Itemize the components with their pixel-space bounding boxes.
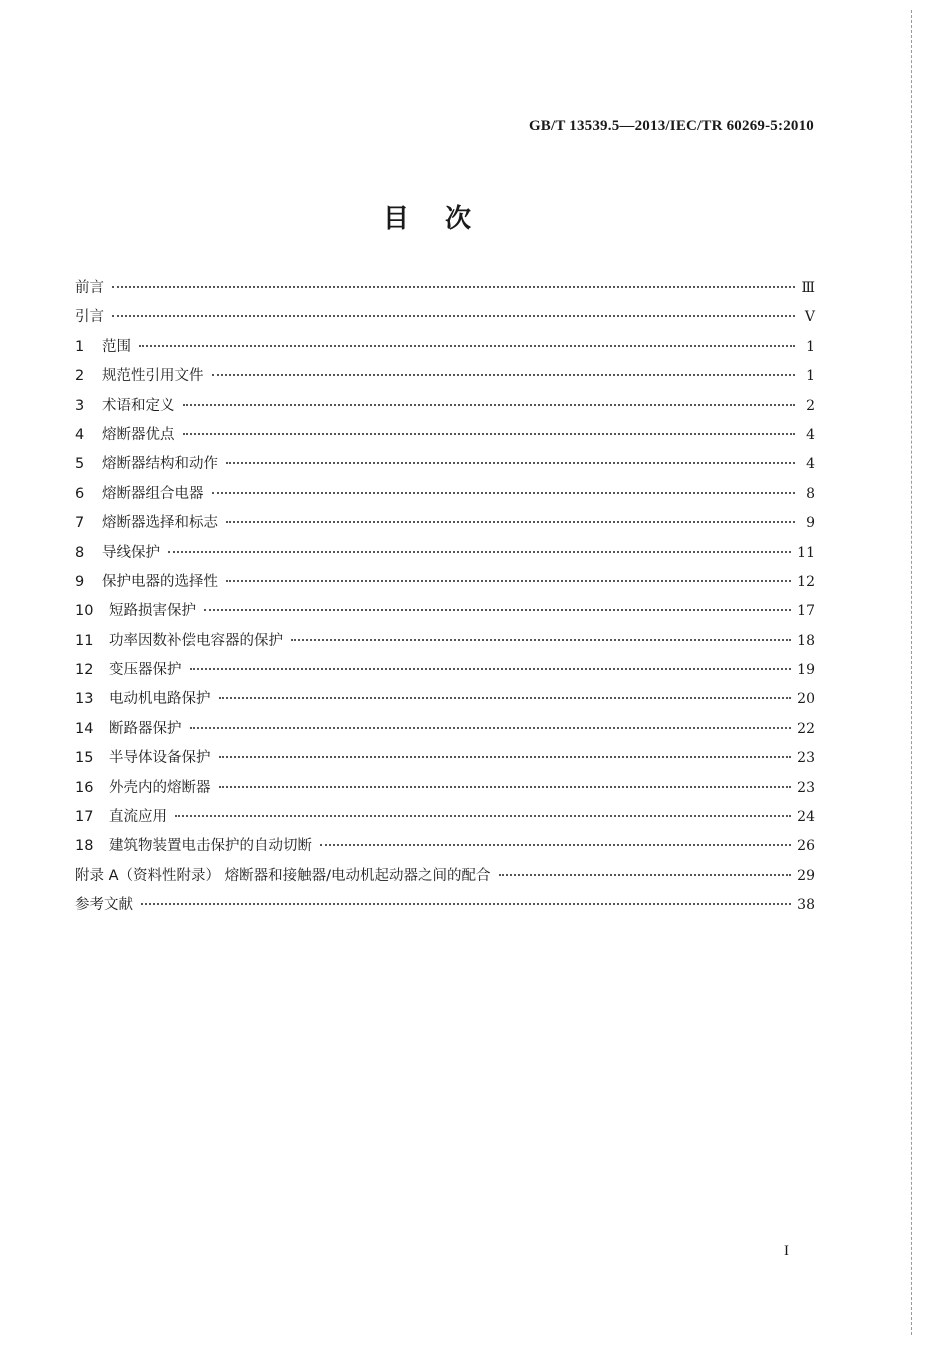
toc-entry-bibliography[interactable] (75, 893, 815, 922)
toc-page-number: 12 (797, 573, 815, 590)
toc-page-number: 8 (806, 485, 815, 502)
toc-entry-number: 9 (75, 573, 85, 590)
toc-entry-number: 17 (75, 809, 94, 826)
toc-page-number: 23 (797, 750, 815, 767)
toc-page-number: 1 (806, 338, 815, 355)
toc-entry-11[interactable] (75, 629, 815, 658)
toc-entry-number: 10 (75, 603, 94, 620)
toc-entry-number: 1 (75, 338, 85, 355)
toc-dot-leader (183, 433, 796, 435)
toc-entry-number: 16 (75, 779, 94, 796)
toc-entry-foreword[interactable] (75, 276, 815, 305)
toc-page-number: 26 (797, 838, 815, 855)
toc-entry-label: 参考文献 (75, 897, 133, 914)
toc-page-number: 19 (797, 662, 815, 679)
toc-entry-label: 熔断器结构和动作 (102, 456, 218, 473)
toc-page-number: 20 (797, 691, 815, 708)
toc-page-number: 9 (806, 515, 815, 532)
toc-entry-9[interactable] (75, 570, 815, 599)
toc-page-number: Ⅴ (804, 309, 815, 326)
toc-entry-label: 规范性引用文件 (102, 368, 204, 385)
toc-entry-label: 前言 (75, 280, 104, 296)
toc-dot-leader (183, 404, 796, 406)
toc-dot-leader (219, 697, 792, 699)
toc-dot-leader (204, 609, 791, 611)
toc-dot-leader (190, 668, 792, 670)
toc-entry-label: 引言 (75, 309, 104, 326)
toc-dot-leader (226, 580, 791, 582)
toc-page-number: 38 (797, 897, 815, 914)
toc-entry-18[interactable] (75, 834, 815, 863)
toc-entry-12[interactable] (75, 658, 815, 687)
toc-dot-leader (499, 874, 792, 876)
toc-entry-16[interactable] (75, 776, 815, 805)
toc-entry-label: 导线保护 (102, 544, 160, 561)
toc-entry-number: 7 (75, 515, 85, 532)
toc-entry-number: 13 (75, 691, 94, 708)
toc-entry-number: 4 (75, 426, 85, 443)
toc-dot-leader (141, 903, 791, 905)
standard-code-header: GB/T 13539.5—2013/IEC/TR 60269-5:2010 (528, 118, 814, 134)
toc-page-number: 1 (806, 368, 815, 385)
toc-entry-3[interactable] (75, 394, 815, 423)
toc-entry-number: 3 (75, 397, 85, 414)
toc-dot-leader (168, 551, 791, 553)
toc-entry-number: 5 (75, 456, 85, 473)
toc-entry-label: 功率因数补偿电容器的保护 (109, 632, 283, 649)
toc-entry-7[interactable] (75, 511, 815, 540)
toc-page-number: Ⅲ (801, 280, 815, 296)
toc-dot-leader (219, 756, 792, 758)
page-edge-line (911, 10, 912, 1335)
toc-entry-label: 熔断器优点 (102, 426, 175, 443)
toc-dot-leader (226, 462, 795, 464)
toc-entry-label: 熔断器组合电器 (102, 485, 204, 502)
toc-entry-number: 15 (75, 750, 94, 767)
toc-entry-6[interactable] (75, 482, 815, 511)
toc-entry-5[interactable] (75, 452, 815, 481)
toc-entry-label: 熔断器选择和标志 (102, 515, 218, 532)
toc-dot-leader (212, 492, 796, 494)
toc-dot-leader (212, 374, 796, 376)
toc-entry-introduction[interactable] (75, 305, 815, 334)
toc-entry-4[interactable] (75, 423, 815, 452)
toc-dot-leader (320, 844, 791, 846)
toc-page-number: 23 (797, 779, 815, 796)
table-of-contents (75, 276, 815, 923)
toc-entry-number: 18 (75, 838, 94, 855)
toc-dot-leader (112, 315, 795, 317)
toc-page-number: 4 (806, 456, 815, 473)
toc-entry-number: 11 (75, 632, 94, 649)
toc-entry-17[interactable] (75, 805, 815, 834)
toc-entry-label: 电动机电路保护 (109, 691, 211, 708)
toc-entry-annex-a[interactable] (75, 864, 815, 893)
toc-entry-label: 短路损害保护 (109, 603, 196, 620)
toc-entry-label: 外壳内的熔断器 (109, 779, 211, 796)
toc-dot-leader (219, 786, 792, 788)
toc-entry-label: 变压器保护 (109, 662, 182, 679)
toc-entry-label: 范围 (102, 338, 131, 355)
toc-entry-8[interactable] (75, 541, 815, 570)
toc-entry-number: 12 (75, 662, 94, 679)
toc-entry-number: 8 (75, 544, 85, 561)
toc-entry-15[interactable] (75, 746, 815, 775)
toc-entry-2[interactable] (75, 364, 815, 393)
toc-dot-leader (175, 815, 791, 817)
toc-entry-1[interactable] (75, 335, 815, 364)
toc-page-number: 29 (797, 867, 815, 884)
toc-dot-leader (226, 521, 795, 523)
toc-page-number: 4 (806, 426, 815, 443)
toc-entry-13[interactable] (75, 687, 815, 716)
toc-entry-label: 术语和定义 (102, 397, 175, 414)
toc-entry-number: 6 (75, 485, 85, 502)
toc-title: 目次 (382, 204, 507, 234)
toc-entry-label: 断路器保护 (109, 720, 182, 737)
toc-entry-number: 2 (75, 368, 85, 385)
toc-page-number: 11 (797, 544, 815, 561)
toc-page-number: 17 (797, 603, 815, 620)
toc-entry-label: 半导体设备保护 (109, 750, 211, 767)
toc-entry-label: 保护电器的选择性 (102, 573, 218, 590)
toc-page-number: 18 (797, 632, 815, 649)
toc-entry-label: 直流应用 (109, 809, 167, 826)
page-number: I (784, 1243, 789, 1259)
toc-dot-leader (139, 345, 795, 347)
toc-page-number: 2 (806, 397, 815, 414)
toc-page-number: 24 (797, 809, 815, 826)
toc-entry-label: 建筑物装置电击保护的自动切断 (109, 838, 312, 855)
toc-dot-leader (291, 639, 791, 641)
toc-entry-label: 附录 A（资料性附录） 熔断器和接触器/电动机起动器之间的配合 (75, 867, 491, 884)
toc-entry-14[interactable] (75, 717, 815, 746)
toc-entry-10[interactable] (75, 599, 815, 628)
toc-entry-number: 14 (75, 720, 94, 737)
toc-page-number: 22 (797, 720, 815, 737)
toc-dot-leader (112, 286, 795, 288)
toc-dot-leader (190, 727, 792, 729)
